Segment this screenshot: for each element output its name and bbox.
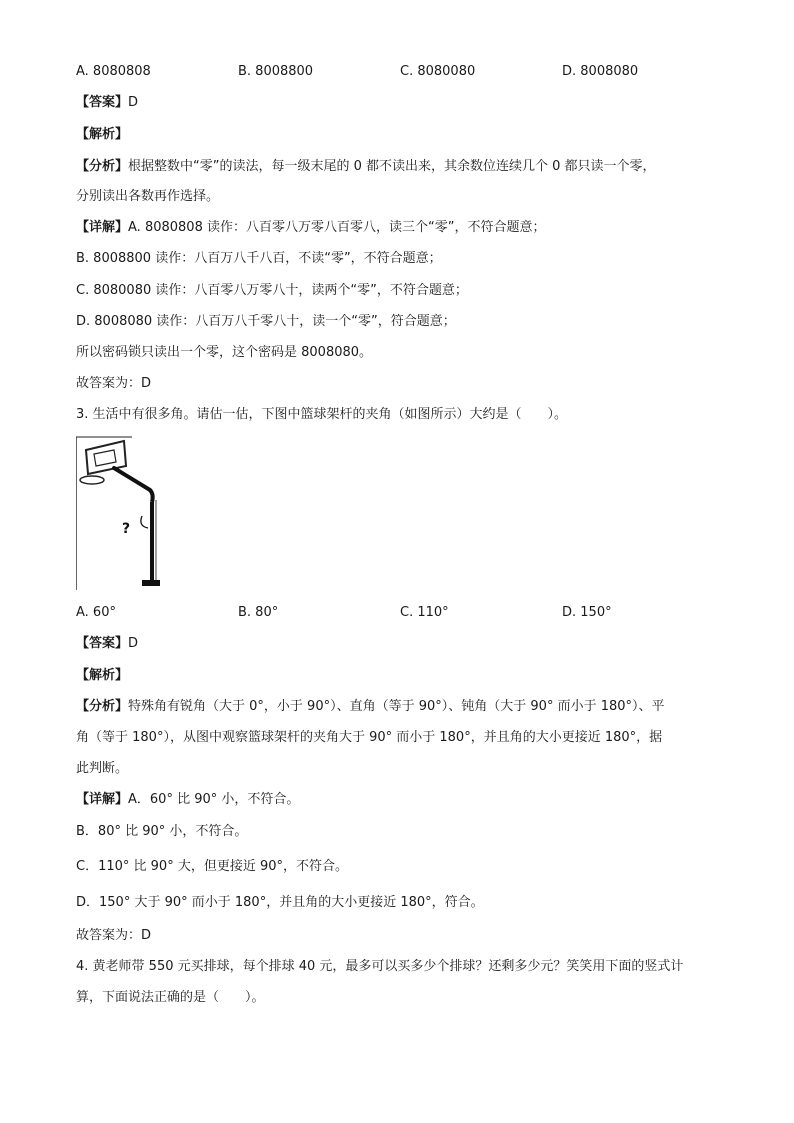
answer-tag: 【答案】 — [76, 95, 129, 110]
detail-line: D. 8008080 读作：八百万八千零八十，读一个“零”，符合题意； — [76, 314, 456, 329]
analysis-line: 分别读出各数再作选择。 — [76, 189, 220, 204]
fenxi-text: 根据整数中“零”的读法，每一级末尾的 0 都不读出来，其余数位连续几个 0 都只读一个零， — [128, 159, 656, 174]
question-3: 3. 生活中有很多角。请估一估，下图中篮球架杆的夹角（如图所示）大约是（ ）。 — [76, 407, 568, 422]
fenxi-tag: 【分析】 — [76, 159, 129, 174]
option-b: B. 8008800 — [238, 64, 314, 79]
detail-line: D．150° 大于 90° 而小于 180°，并且角的大小更接近 180°，符合。 — [76, 895, 484, 910]
question-4-cont: 算，下面说法正确的是（ ）。 — [76, 990, 265, 1005]
detail-line: 所以密码锁只读出一个零，这个密码是 8008080。 — [76, 345, 373, 360]
analysis-tag: 【解析】 — [76, 127, 129, 142]
xiangjie-tag: 【详解】 — [76, 792, 129, 807]
analysis-tag: 【解析】 — [76, 668, 129, 683]
option-d: D. 8008080 — [562, 64, 639, 79]
option-c: C. 110° — [400, 605, 449, 620]
final-answer: 故答案为：D — [76, 928, 152, 943]
option-a: A. 60° — [76, 605, 116, 620]
answer-tag: 【答案】 — [76, 636, 129, 651]
answer-value: D — [128, 636, 139, 651]
analysis-line: 角（等于 180°），从图中观察篮球架杆的夹角大于 90° 而小于 180°，并且角的大小更接近 180°，据 — [76, 730, 663, 745]
answer-line — [76, 635, 138, 653]
final-answer: 故答案为：D — [76, 376, 152, 391]
xiangjie-tag: 【详解】 — [76, 220, 129, 235]
option-a: A. 8080808 — [76, 64, 151, 79]
option-c: C. 8080080 — [400, 64, 476, 79]
detail-line — [76, 791, 299, 809]
detail-line: C．110° 比 90° 大，但更接近 90°，不符合。 — [76, 859, 349, 874]
option-d: D. 150° — [562, 605, 612, 620]
answer-line — [76, 94, 138, 112]
answer-value: D — [128, 95, 139, 110]
question-4: 4. 黄老师带 550 元买排球，每个排球 40 元，最多可以买多少个排球？还剩多少元？笑笑用下面的竖式计 — [76, 959, 684, 974]
detail-text: A．60° 比 90° 小，不符合。 — [128, 792, 300, 807]
detail-text: A. 8080808 读作：八百零八万零八百零八，读三个“零”，不符合题意； — [128, 220, 546, 235]
angle-question-mark: ? — [122, 521, 131, 537]
option-b: B. 80° — [238, 605, 279, 620]
detail-line: C. 8080080 读作：八百零八万零八十，读两个“零”，不符合题意； — [76, 283, 468, 298]
fenxi-text: 特殊角有锐角（大于 0°，小于 90°）、直角（等于 90°）、钝角（大于 90° 而小于 180°）、平 — [128, 699, 665, 714]
analysis-line: 此判断。 — [76, 761, 129, 776]
detail-line: B．80° 比 90° 小，不符合。 — [76, 824, 248, 839]
basketball-hoop-figure — [76, 436, 162, 592]
analysis-line — [76, 698, 665, 716]
detail-line — [76, 219, 545, 237]
detail-line: B. 8008800 读作：八百万八千八百，不读“零”，不符合题意； — [76, 251, 442, 266]
analysis-line — [76, 158, 656, 176]
fenxi-tag: 【分析】 — [76, 699, 129, 714]
